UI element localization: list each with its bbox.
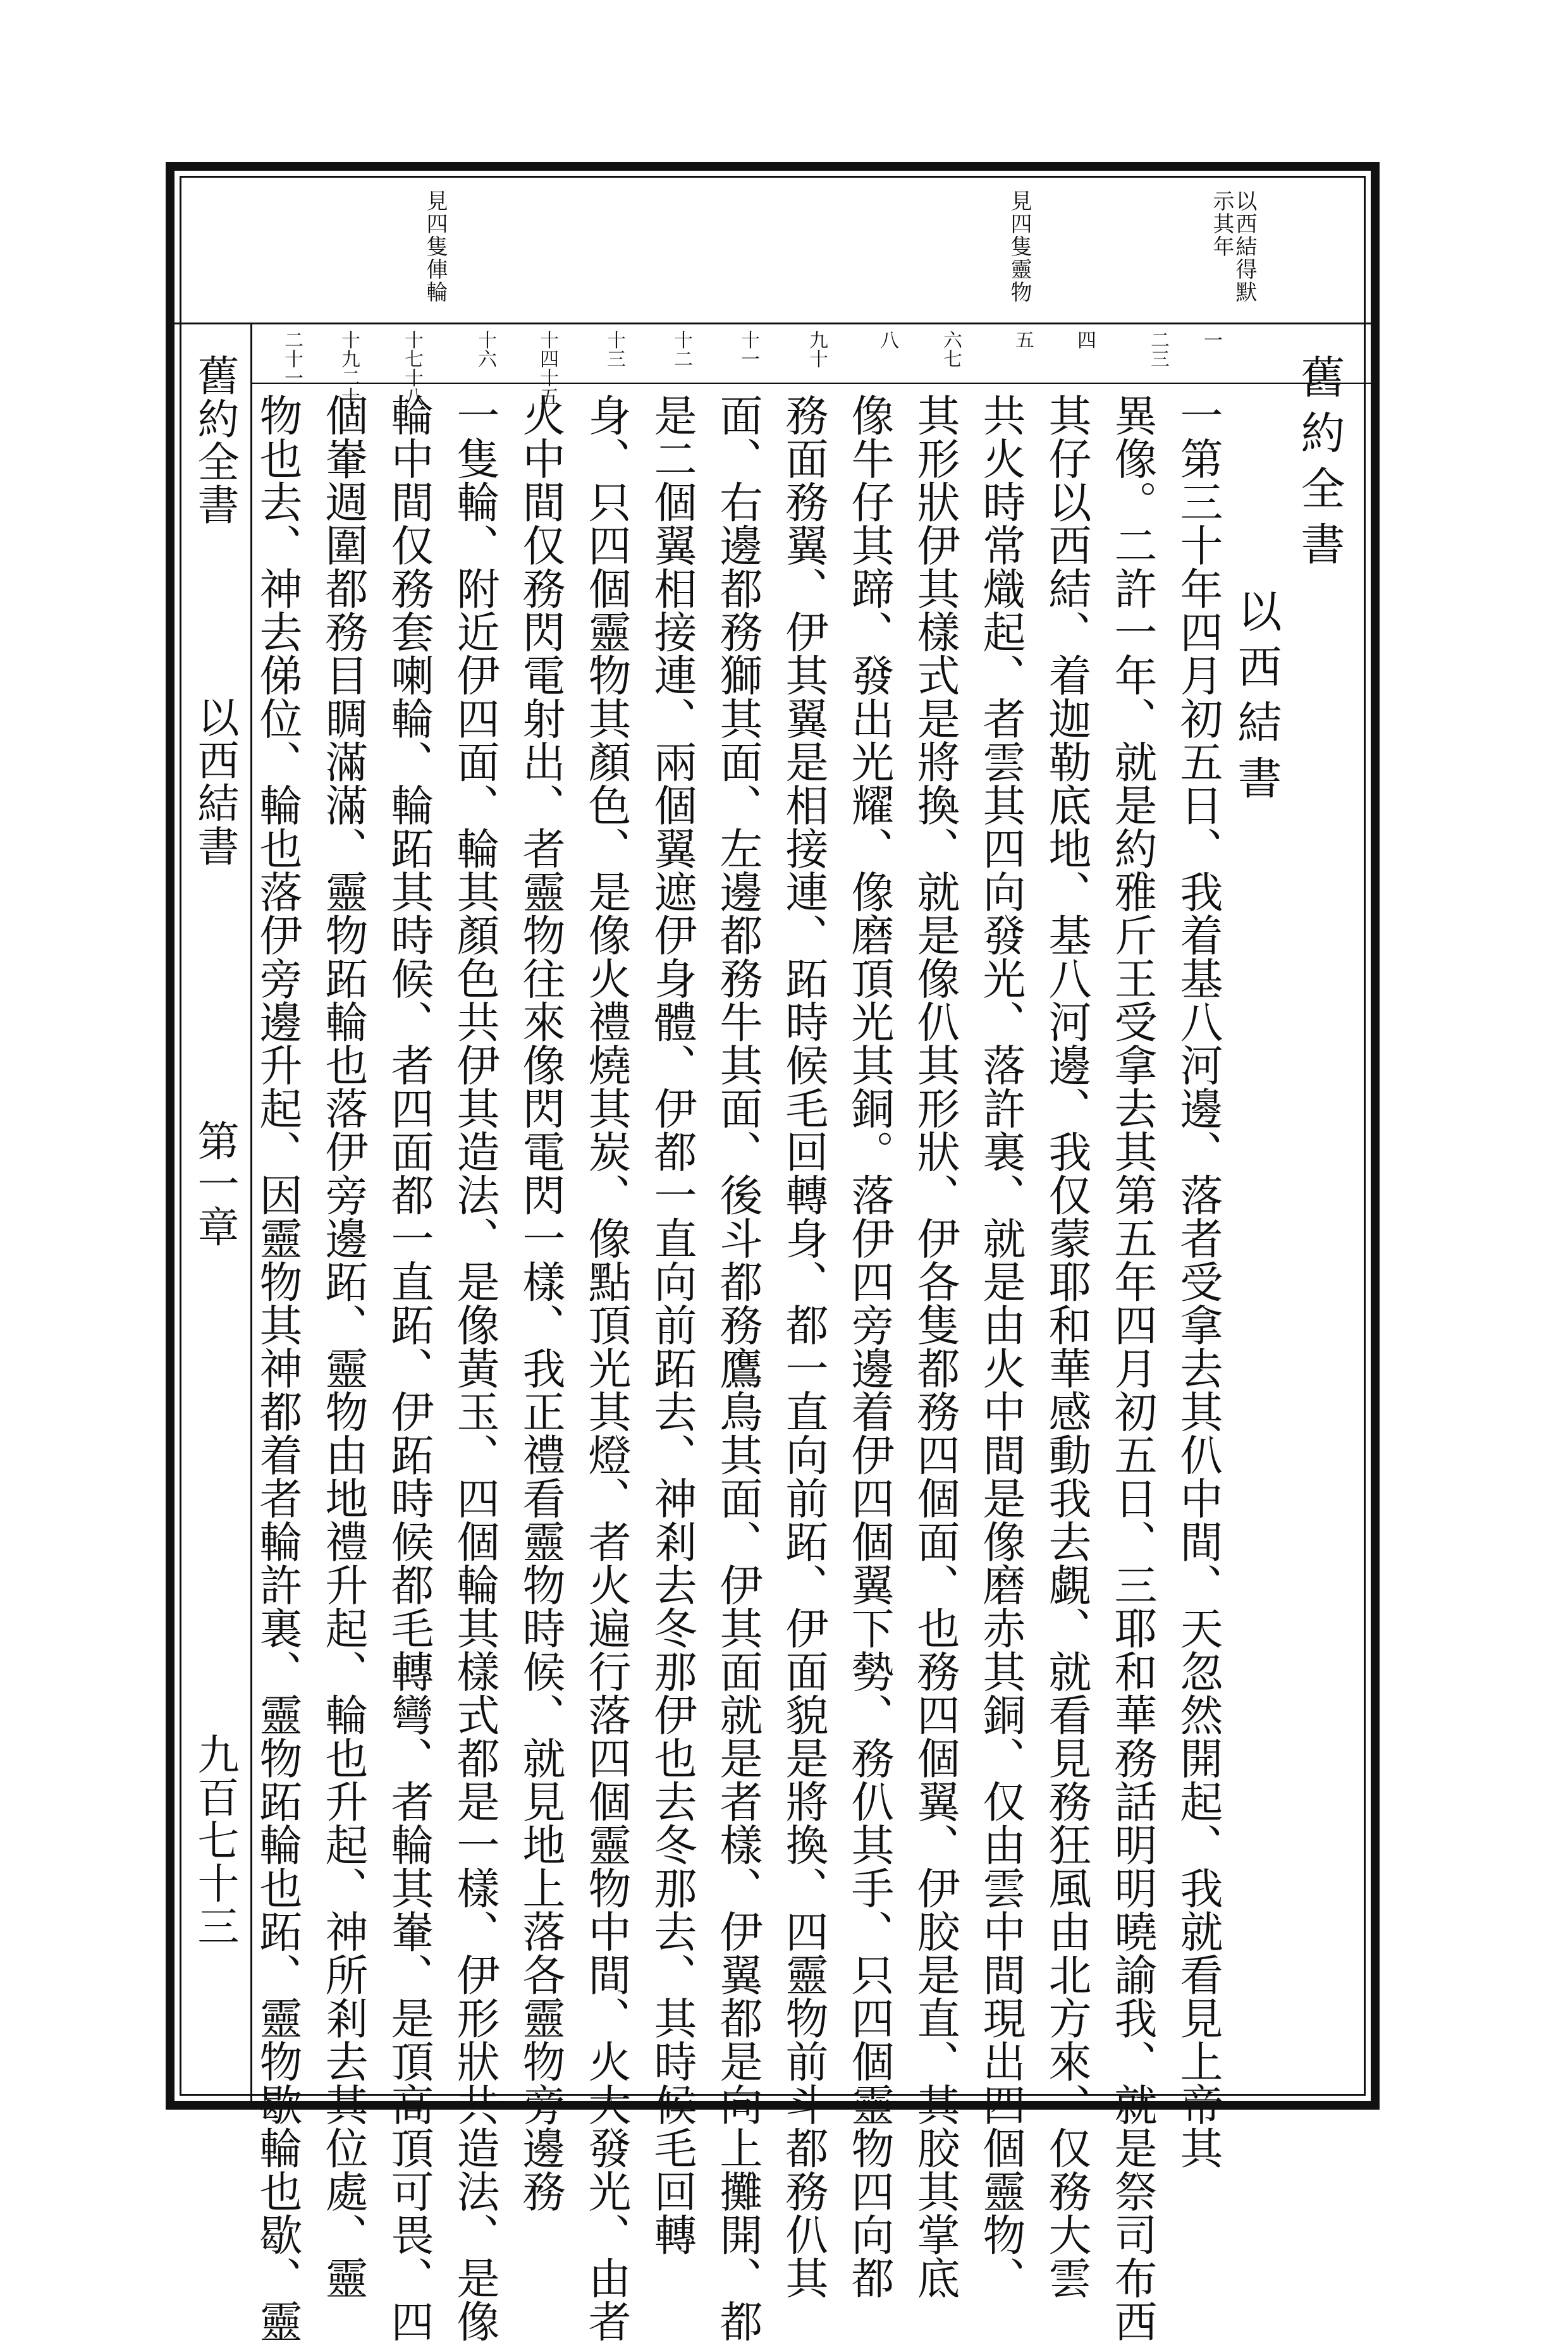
body-column: 物也去、神去俤位、輪也落伊旁邊升起、因靈物其神都着者輪許裏、靈物跖輪也跖、靈物歇輪也歇、靈 <box>252 393 302 2343</box>
body-column: 務面務翼、伊其翼是相接連、跖時候毛回轉身、都一直向前跖、伊面貌是將換、四靈物前斗都務仈其 <box>778 393 828 2299</box>
verse-number: 十九二十 <box>338 330 360 406</box>
header-note: 以西結得默示其年 <box>1209 190 1257 304</box>
page-number: 九百七十三 <box>190 1733 239 1948</box>
verse-number: 九十 <box>805 330 828 368</box>
body-column: 身、只四個靈物其顏色、是像火禮燒其炭、像點頂光其燈、者火遍行落四個靈物中間、火大發光、由者 <box>581 393 631 2343</box>
body-column: 輪中間仅務套喇輪、輪跖其時候、者四面都一直跖、伊跖時候都毛轉彎、者輪其輋、是頂高頂可畏、四 <box>384 393 434 2343</box>
body-column: 個輋週圍都務目睭滿滿、靈物跖輪也落伊旁邊跖、靈物由地禮升起、輪也升起、神所剎去其位處、靈 <box>318 393 368 2299</box>
body-column: 一第三十年四月初五日、我着基八河邊、落者受拿去其仈中間、天忽然開起、我就看見上帝其 <box>1173 393 1223 2170</box>
verse-number: 五 <box>1012 330 1034 349</box>
book-title: 舊約全書 <box>1294 354 1345 577</box>
verse-number: 八 <box>876 330 898 349</box>
verse-number: 十七十八 <box>401 330 423 406</box>
body-column: 異像。二許一年、就是約雅斤王受拿去其第五年四月初五日、三耶和華務話明明曉諭我、就是祭司布西 <box>1107 393 1157 2343</box>
body-column: 火中間仅務閃電射出、者靈物往來像閃電閃一樣、我正禮看靈物時候、就見地上落各靈物旁邊務 <box>515 393 565 2213</box>
header-divider <box>175 323 1371 324</box>
verse-number: 二十一 <box>281 330 303 387</box>
header-note: 見四隻靈物 <box>1007 190 1032 304</box>
verse-number: 十一 <box>737 330 759 368</box>
verse-number: 十二 <box>670 330 692 368</box>
body-column: 是二個翼相接連、兩個翼遮伊身體、伊都一直向前跖去、神剎去冬那伊也去冬那去、其時候毛回轉 <box>647 393 697 2256</box>
spine-book: 舊約全書 <box>190 354 239 526</box>
body-column: 共火時常熾起、者雲其四向發光、落許裏、就是由火中間是像磨赤其銅、仅由雲中間現出四個靈物、 <box>976 393 1026 2299</box>
body-column: 其仔以西結、着迦勒底地、基八河邊、我仅蒙耶和華感動我去覷、就看見務狂風由北方來、仅務大雲 <box>1041 393 1091 2299</box>
verse-number: 十三 <box>603 330 625 368</box>
spine-chapter: 第一章 <box>190 1119 239 1248</box>
verse-number: 十四十五 <box>536 330 558 406</box>
chapter-title: 以西結書 <box>1230 588 1282 811</box>
header-note: 見四隻俥輪 <box>422 190 448 304</box>
verse-number: 一 <box>1200 330 1222 349</box>
verse-number: 十六 <box>474 330 496 368</box>
spine-section: 以西結書 <box>190 696 239 868</box>
verse-number: 二三 <box>1147 330 1169 368</box>
body-column: 其形狀伊其樣式是將換、就是像仈其形狀、伊各隻都務四個面、也務四個翼、伊胶是直、其胶其掌底 <box>910 393 960 2299</box>
body-column: 一隻輪、附近伊四面、輪其顏色共伊其造法、是像黃玉、四個輪其樣式都是一樣、伊形狀共造法、是像 <box>450 393 499 2343</box>
body-column: 像牛仔其蹄、發出光耀、像磨頂光其銅。落伊四旁邊着伊四個翼下勢、務仈其手、只四個靈物四向都 <box>844 393 894 2299</box>
verse-number: 四 <box>1074 330 1096 349</box>
body-column: 面、右邊都務獅其面、左邊都務牛其面、後斗都務鷹鳥其面、伊其面就是者樣、伊翼都是向上攤開、都 <box>713 393 763 2343</box>
verse-number: 六七 <box>940 330 962 368</box>
